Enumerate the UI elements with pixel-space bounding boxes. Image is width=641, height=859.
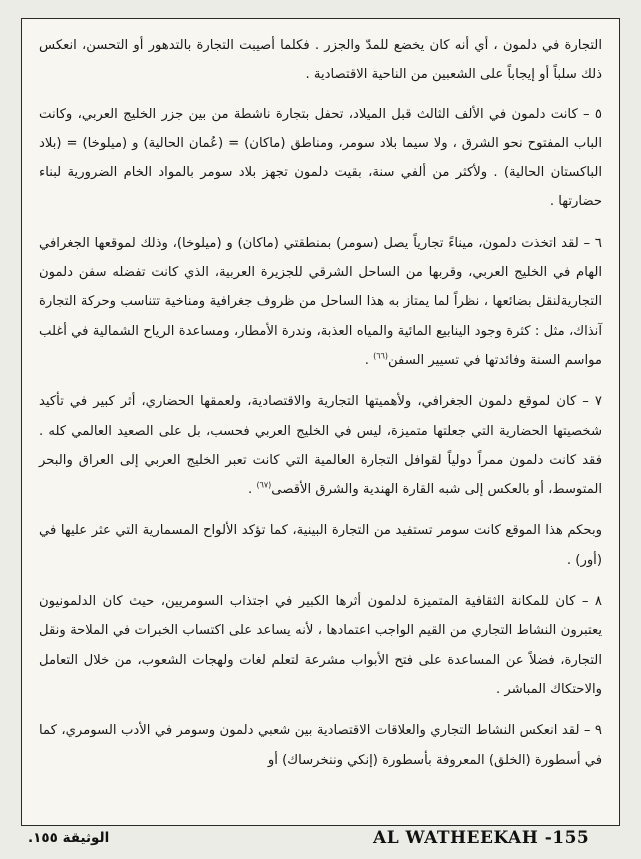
- paragraph-9: ٩ – لقد انعكس النشاط التجاري والعلاقات الاقتصادية بين شعبي دلمون وسومر في الأدب السومري، كما في أسطورة (الخلق) المعروفة بأسطورة (إنكي وننخرساك) أو: [39, 723, 602, 768]
- paragraph-7: ٧ – كان لموقع دلمون الجغرافي، ولأهميتها التجارية والاقتصادية، ولعمقها الحضاري، أثر كبير في تأكيد شخصيتها الحضارية التي جعلتها متميزة، ليس في الخليج العربي فحسب، بل على الصعيد العالمي كله . فقد كانت دلمون ممراً دولياً لقوافل التجارة العالمية التي كانت تعبر الخليج العربي إلى العراق والبحر المتوسط، أو بالعكس إلى شبه القارة الهندية والشرق الأقصى$^{(٦٧)}$ .: [39, 394, 602, 498]
- article-body: [39, 31, 602, 787]
- paragraph-trade: وبحكم هذا الموقع كانت سومر تستفيد من التجارة البينية، كما تؤكد الألواح المسمارية التي عثر عليها في (أور) .: [39, 523, 602, 568]
- footnote-marker[interactable]: (٦٦): [373, 351, 388, 361]
- footer-journal-title: AL WATHEEKAH -155: [373, 828, 590, 848]
- paragraph-6: ٦ – لقد اتخذت دلمون، ميناءً تجارياً يصل (سومر) بمنطقتي (ماكان) و (ميلوخا)، وذلك لموقعها الجغرافي الهام في الخليج العربي، وقربها من الساحل الشرقي للجزيرة العربية، الذي كانت تفضله سفن دلمون التجاريةلنقل بضائعها ، نظراً لما يمتاز به هذا الساحل من ظروف جغرافية ومناخية تتناسب وحركة التجارة آنذاك، مثل : كثرة وجود الينابيع المائية والمياه العذبة، وندرة الأمطار، ومساعدة الرياح الشمالية في أغلب مواسم السنة وفائدتها في تسيير السفن$^{(٦٦)}$ .: [39, 235, 602, 368]
- footnote-marker[interactable]: (٦٧): [256, 480, 272, 490]
- paragraph-5: ٥ – كانت دلمون في الألف الثالث قبل الميلاد، تحفل بتجارة ناشطة من بين جزر الخليج العربي، وكانت الباب المفتوح نحو الشرق ، ولا سيما بلاد سومر، ومناطق (ماكان) = (عُمان الحالية) و (ميلوخا) = (بلاد الباكستان الحالية) . ولأكثر من ألفي سنة، بقيت دلمون تجهز بلاد سومر بالمواد الخام الضرورية لبناء حضارتها .: [39, 106, 602, 210]
- footer-page-label: الوثيقة ١٥٥.: [28, 830, 110, 846]
- paragraph-intro: التجارة في دلمون ، أي أنه كان يخضع للمدّ والجزر . فكلما أصيبت التجارة بالتدهور أو التحسن، انعكس ذلك سلباً أو إيجاباً على الشعبين من الناحية الاقتصادية .: [39, 38, 602, 83]
- paragraph-8: ٨ – كان للمكانة الثقافية المتميزة لدلمون أثرها الكبير في اجتذاب السومريين، حيث كان الدلمونيون يعتبرون النشاط التجاري من القيم الواجب اعتمادها ، لأنه يساعد على اكتساب الخبرات في الملاحة ونقل التجارة، فضلاً عن المساعدة على فتح الأبواب مشرعة لتعلم لغات ولهجات الشعوب، من خلال التعامل والاحتكاك المباشر .: [39, 594, 602, 697]
- page-frame: [21, 18, 620, 826]
